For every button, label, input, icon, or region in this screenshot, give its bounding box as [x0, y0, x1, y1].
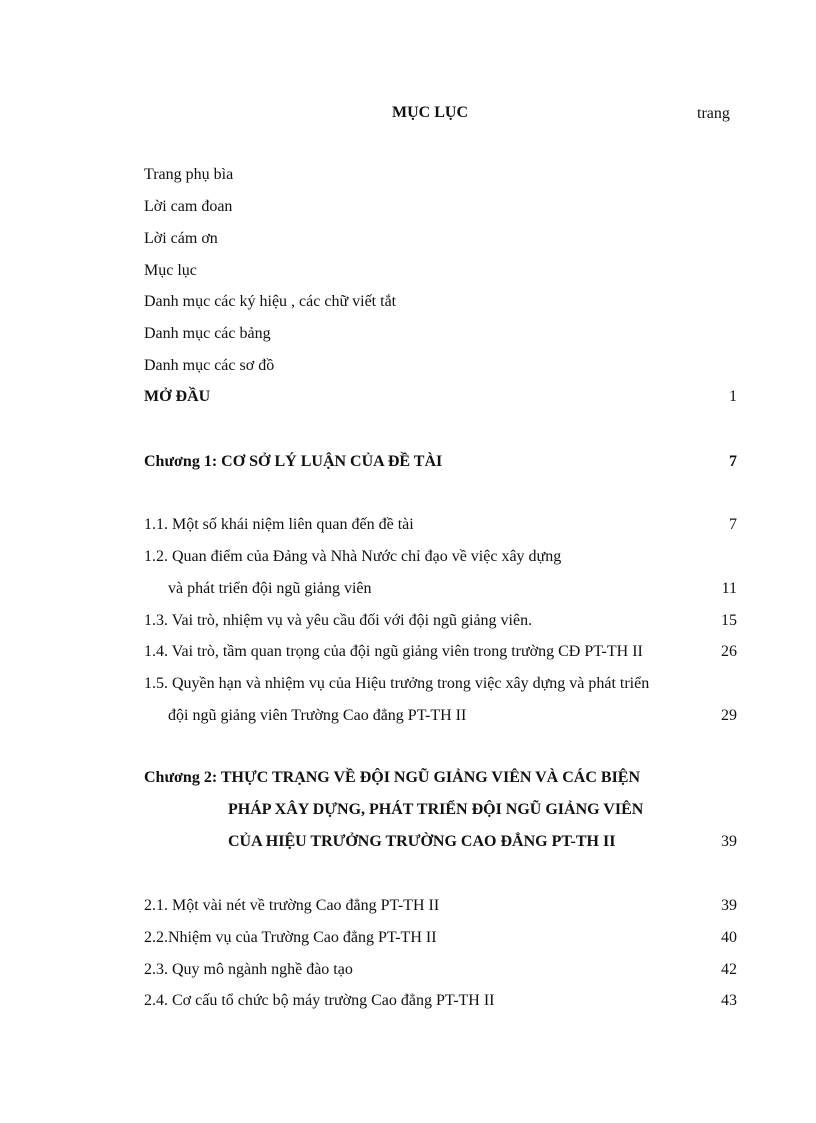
toc-entry-1-5-cont[interactable]: đội ngũ giảng viên Trường Cao đẳng PT-TH II	[168, 707, 467, 724]
page-number: 40	[721, 929, 737, 946]
toc-entry-1-1[interactable]: 1.1. Một số khái niệm liên quan đến đề tài	[144, 516, 414, 533]
toc-entry-1-3[interactable]: 1.3. Vai trò, nhiệm vụ và yêu cầu đối với đội ngũ giảng viên.	[144, 612, 533, 629]
page-number: 1	[729, 388, 737, 405]
page-number: 39	[721, 833, 737, 850]
toc-entry-1-2-cont[interactable]: và phát triển đội ngũ giảng viên	[168, 580, 372, 597]
toc-entry-front-matter[interactable]: Danh mục các bảng	[144, 325, 271, 342]
toc-entry-front-matter[interactable]: Danh mục các sơ đồ	[144, 357, 275, 374]
page-number: 43	[721, 992, 737, 1009]
toc-entry-2-3[interactable]: 2.3. Quy mô ngành nghề đào tạo	[144, 961, 353, 978]
toc-entry-front-matter[interactable]: Trang phụ bìa	[144, 166, 234, 183]
toc-entry-2-1[interactable]: 2.1. Một vài nét về trường Cao đẳng PT-TH II	[144, 897, 440, 914]
toc-entry-1-5[interactable]: 1.5. Quyền hạn và nhiệm vụ của Hiệu trưởng trong việc xây dựng và phát triển	[144, 675, 650, 692]
toc-entry-1-4[interactable]: 1.4. Vai trò, tầm quan trọng của đội ngũ giảng viên trong trường CĐ PT-TH II	[144, 643, 643, 660]
chapter1-title[interactable]: Chương 1: CƠ SỞ LÝ LUẬN CỦA ĐỀ TÀI	[144, 453, 443, 470]
page-column-label: trang	[697, 105, 730, 122]
toc-entry-intro[interactable]: MỞ ĐẦU	[144, 388, 211, 405]
page-number: 7	[729, 453, 737, 470]
page-number: 29	[721, 707, 737, 724]
toc-entry-1-2[interactable]: 1.2. Quan điểm của Đảng và Nhà Nước chỉ đạo về việc xây dựng	[144, 548, 562, 565]
page-number: 39	[721, 897, 737, 914]
page-number: 11	[721, 580, 737, 597]
toc-entry-2-2[interactable]: 2.2.Nhiệm vụ của Trường Cao đẳng PT-TH II	[144, 929, 437, 946]
toc-entry-front-matter[interactable]: Mục lục	[144, 262, 197, 279]
toc-entry-front-matter[interactable]: Lời cam đoan	[144, 198, 233, 215]
chapter2-title-cont[interactable]: CỦA HIỆU TRƯỞNG TRƯỜNG CAO ĐẲNG PT-TH II	[228, 833, 616, 850]
chapter2-title-cont[interactable]: PHÁP XÂY DỰNG, PHÁT TRIỂN ĐỘI NGŨ GIẢNG VIÊN	[228, 801, 644, 818]
toc-title: MỤC LỤC	[392, 104, 468, 121]
toc-entry-front-matter[interactable]: Danh mục các ký hiệu , các chữ viết tắt	[144, 293, 397, 310]
chapter2-title[interactable]: Chương 2: THỰC TRẠNG VỀ ĐỘI NGŨ GIẢNG VIÊN VÀ CÁC BIỆN	[144, 769, 641, 786]
page-number: 15	[721, 612, 737, 629]
page-number: 26	[721, 643, 737, 660]
page-number: 7	[729, 516, 737, 533]
toc-entry-front-matter[interactable]: Lời cám ơn	[144, 230, 218, 247]
page-number: 42	[721, 961, 737, 978]
toc-entry-2-4[interactable]: 2.4. Cơ cấu tổ chức bộ máy trường Cao đẳng PT-TH II	[144, 992, 495, 1009]
